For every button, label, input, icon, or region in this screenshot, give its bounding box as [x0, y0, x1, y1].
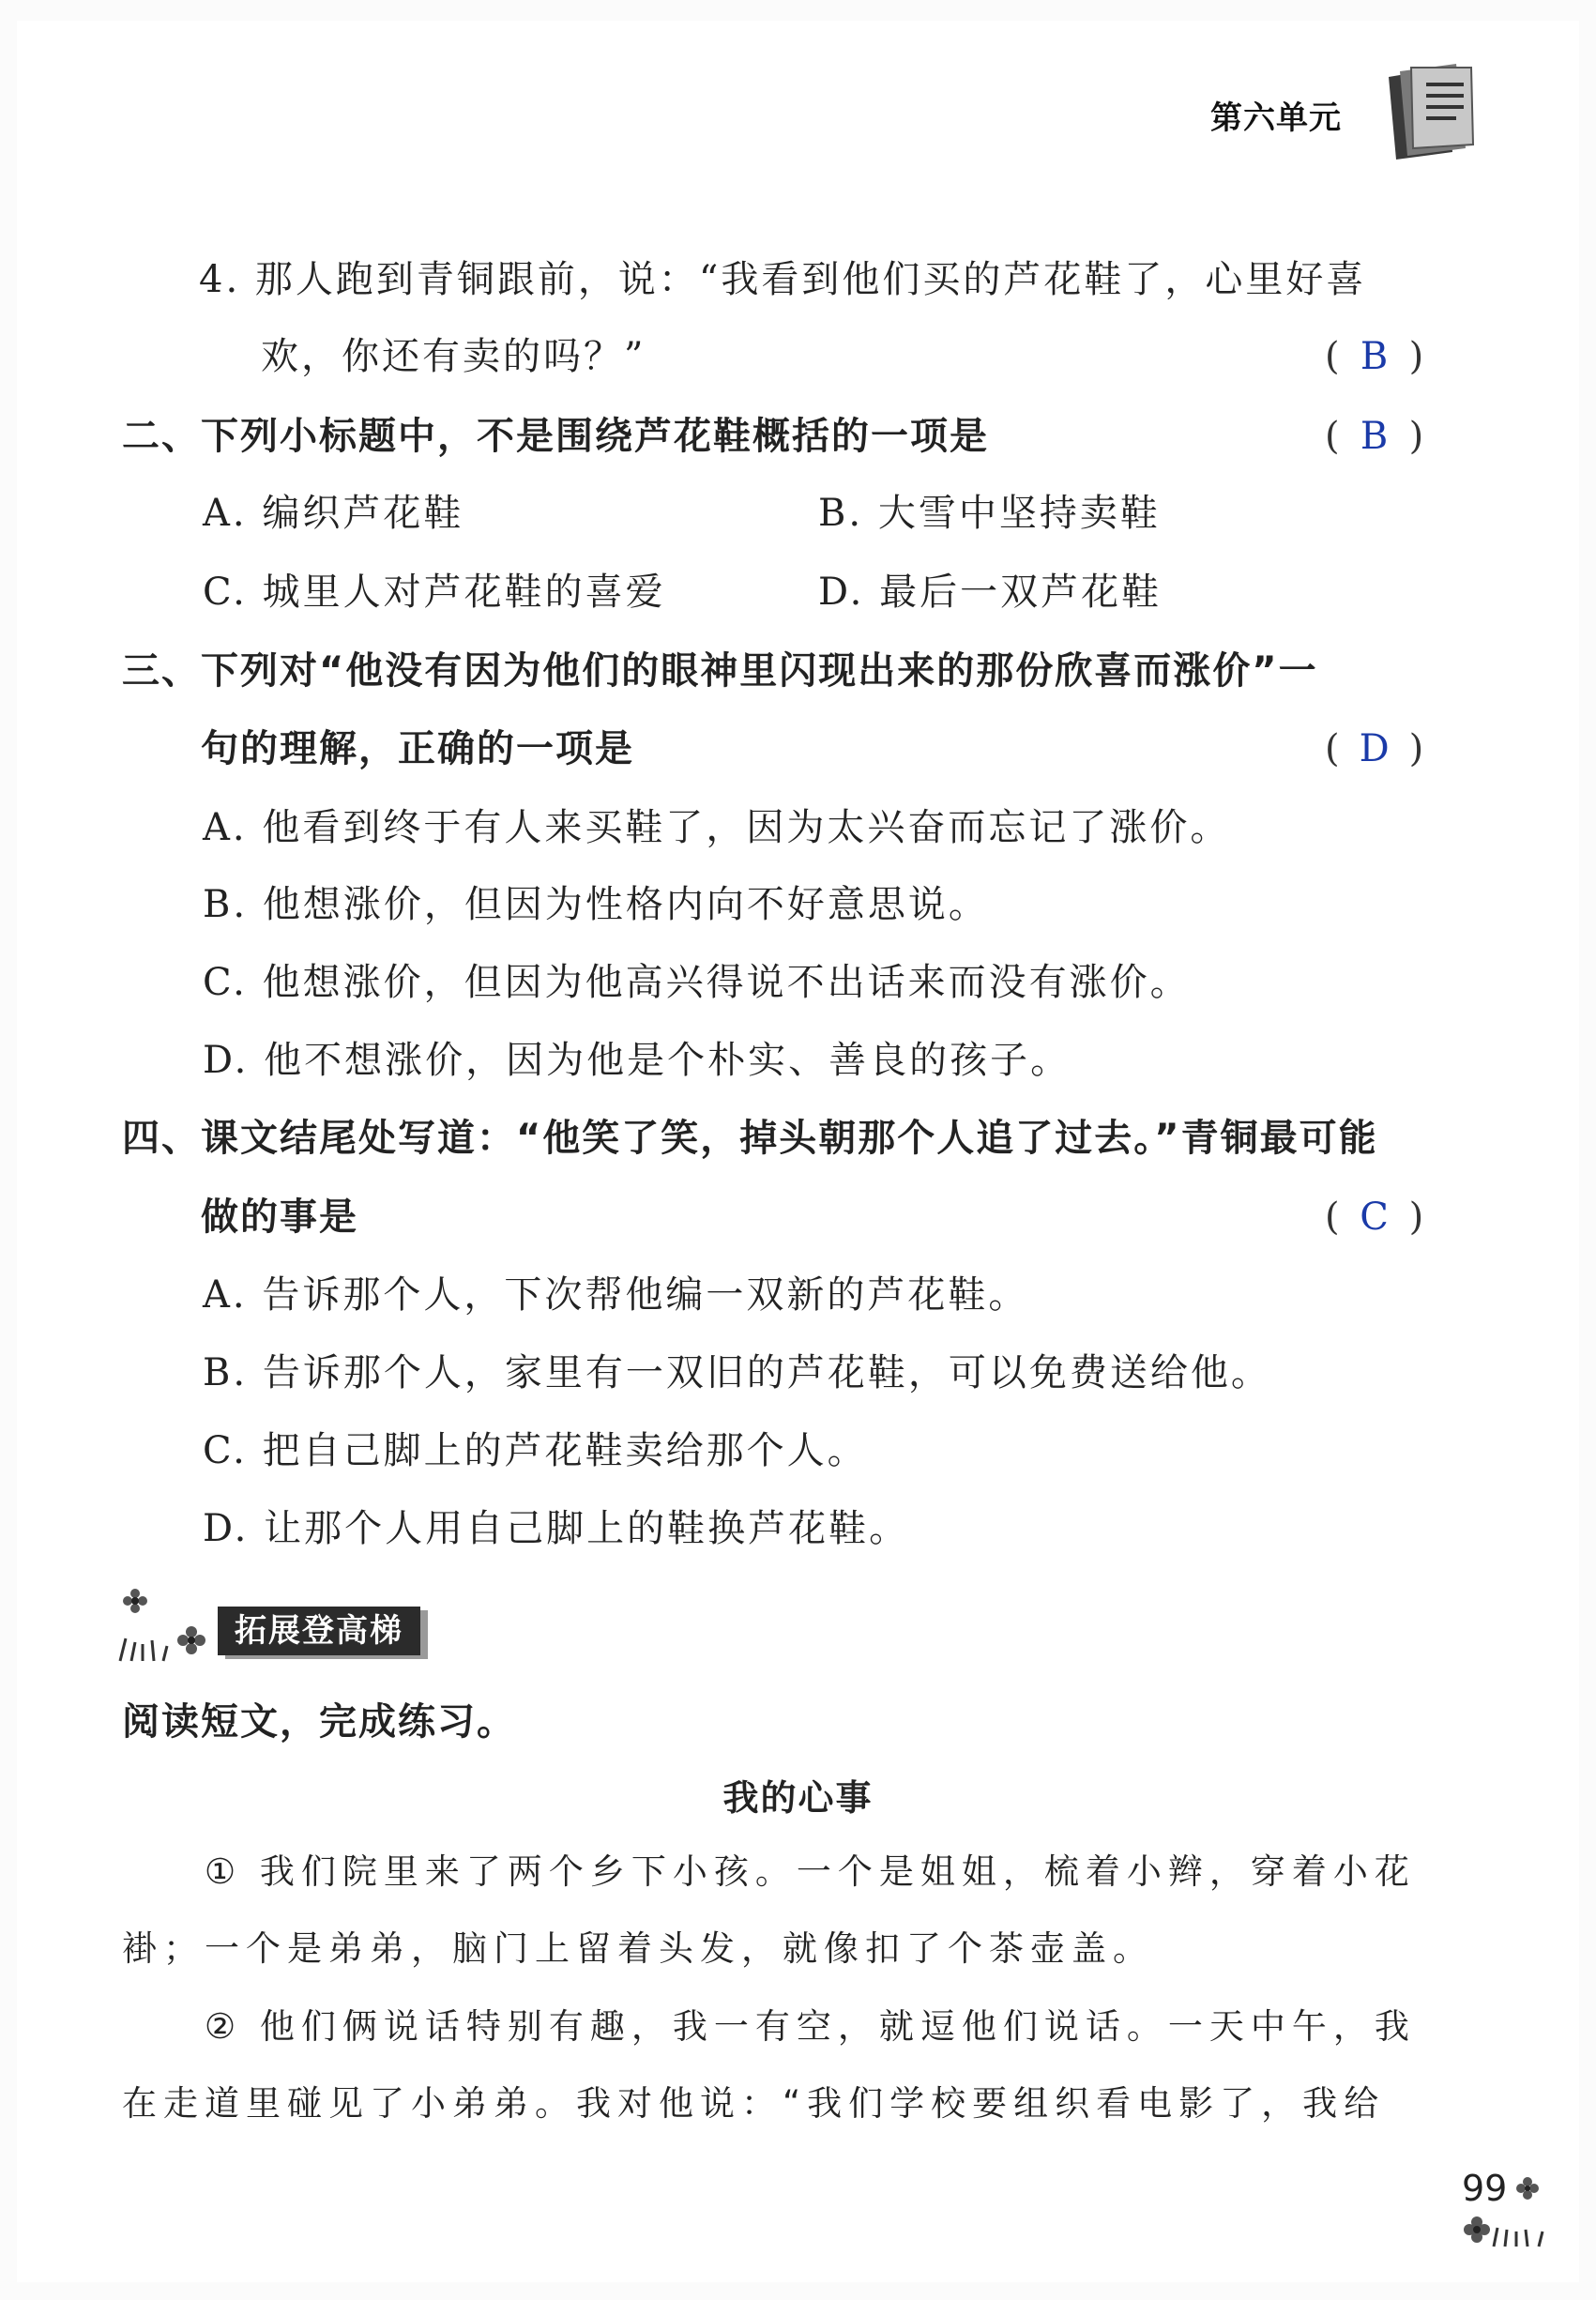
question-3-option-a: A. 他看到终于有人来买鞋了，因为太兴奋而忘记了涨价。	[203, 806, 1231, 849]
question-4-line-2: 欢，你还有卖的吗？”	[261, 335, 646, 378]
question-2-option-c: C. 城里人对芦花鞋的喜爱	[203, 571, 666, 614]
question-2-option-d: D. 最后一双芦花鞋	[818, 571, 1163, 614]
paragraph-1-line-1: ① 我们院里来了两个乡下小孩。一个是姐姐，梳着小辫，穿着小花	[205, 1851, 1416, 1892]
paragraph-2-line-2: 在走道里碰见了小弟弟。我对他说：“我们学校要组织看电影了，我给	[122, 2083, 1386, 2124]
story-title: 我的心事	[722, 1777, 874, 1819]
question-2-answer: ( B )	[1325, 415, 1424, 458]
question-3-option-d: D. 他不想涨价，因为他是个朴实、善良的孩子。	[203, 1039, 1072, 1082]
answer-letter: C	[1360, 1196, 1389, 1239]
question-4b-option-a: A. 告诉那个人，下次帮他编一双新的芦花鞋。	[203, 1273, 1029, 1317]
answer-letter: B	[1360, 415, 1389, 458]
question-3-answer: ( D )	[1325, 727, 1424, 770]
question-4b-answer: ( C )	[1325, 1196, 1424, 1239]
question-2-option-b: B. 大雪中坚持卖鞋	[818, 492, 1161, 535]
question-4-answer: ( B )	[1325, 335, 1424, 378]
question-4-line-1: 4. 那人跑到青铜跟前，说：“我看到他们买的芦花鞋了，心里好喜	[199, 258, 1367, 301]
reading-instruction: 阅读短文，完成练习。	[122, 1700, 516, 1744]
unit-title: 第六单元	[1210, 99, 1342, 137]
question-4b-prompt-line-2: 做的事是	[201, 1196, 358, 1239]
page-number: 99	[1462, 2168, 1508, 2209]
flower-grass-icon	[1456, 2175, 1569, 2250]
question-2-option-a: A. 编织芦花鞋	[203, 492, 464, 535]
answer-letter: D	[1359, 727, 1390, 770]
question-3-option-b: B. 他想涨价，但因为性格内向不好意思说。	[203, 883, 989, 926]
question-4b-option-c: C. 把自己脚上的芦花鞋卖给那个人。	[203, 1429, 868, 1472]
flower-grass-icon	[111, 1586, 214, 1670]
question-4b-option-b: B. 告诉那个人，家里有一双旧的芦花鞋，可以免费送给他。	[203, 1351, 1271, 1394]
question-2-prompt: 二、下列小标题中，不是围绕芦花鞋概括的一项是	[122, 415, 989, 458]
paragraph-1-line-2: 褂；一个是弟弟，脑门上留着头发，就像扣了个茶壶盖。	[122, 1928, 1154, 1969]
question-4b-prompt-line-1: 四、课文结尾处写道：“他笑了笑，掉头朝那个人追了过去。”青铜最可能	[122, 1117, 1378, 1160]
question-3-option-c: C. 他想涨价，但因为他高兴得说不出话来而没有涨价。	[203, 961, 1191, 1004]
answer-letter: B	[1360, 335, 1389, 378]
question-3-prompt-line-1: 三、下列对“他没有因为他们的眼神里闪现出来的那份欣喜而涨价”一	[122, 649, 1318, 693]
paragraph-2-line-1: ② 他们俩说话特别有趣，我一有空，就逗他们说话。一天中午，我	[205, 2006, 1416, 2047]
question-3-prompt-line-2: 句的理解，正确的一项是	[201, 727, 634, 770]
question-4b-option-d: D. 让那个人用自己脚上的鞋换芦花鞋。	[203, 1507, 910, 1550]
book-stack-icon	[1379, 58, 1492, 171]
section-banner: 拓展登高梯	[218, 1607, 420, 1655]
